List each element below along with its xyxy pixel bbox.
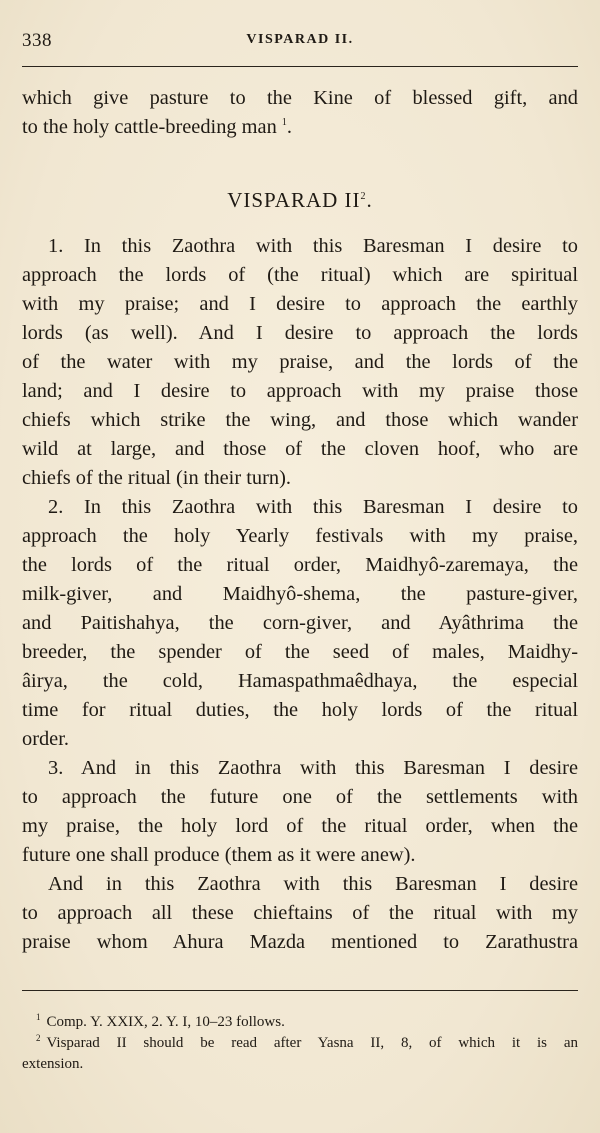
text-line: âirya, the cold, Hamaspathmaêdhaya, the especial xyxy=(22,670,578,692)
text-line: wild at large, and those of the cloven hoof, who are xyxy=(22,438,578,460)
text-line: chiefs which strike the wing, and those which wander xyxy=(22,409,578,431)
text-line: lords (as well). And I desire to approach the lords xyxy=(22,322,578,344)
footnote-mark: 2 xyxy=(36,1033,41,1043)
text-line: to approach all these chieftains of the ritual with my xyxy=(22,902,578,924)
footnote-ref: 2 xyxy=(360,191,367,202)
text-line: praise whom Ahura Mazda mentioned to Zarathustra xyxy=(22,931,578,953)
text-line: approach the lords of (the ritual) which are spiritual xyxy=(22,264,578,286)
opening-end: . xyxy=(286,116,293,138)
text-line: chiefs of the ritual (in their turn). xyxy=(22,467,291,489)
page-number: 338 xyxy=(22,30,52,51)
text-line xyxy=(22,113,578,142)
paragraph-3 xyxy=(22,754,578,870)
text-line: of the water with my praise, and the lords of the xyxy=(22,351,578,373)
paragraph-4 xyxy=(22,870,578,957)
text-line: and Paitishahya, the corn-giver, and Ayâthrima the xyxy=(22,612,578,634)
footnote-mark: 1 xyxy=(36,1012,41,1022)
section-title: VISPARAD II xyxy=(227,188,361,212)
text-line: future one shall produce (them as it were anew). xyxy=(22,844,416,866)
text-line: breeder, the spender of the seed of males, Maidhy- xyxy=(22,641,578,663)
text-line: milk-giver, and Maidhyô-shema, the pasture-giver, xyxy=(22,583,578,605)
footnote-text: Comp. Y. XXIX, 2. Y. I, 10–23 follows. xyxy=(46,1014,285,1030)
footnote-2 xyxy=(22,1033,578,1054)
running-head xyxy=(22,30,578,56)
text-line: 2. In this Zaothra with this Baresman I desire to xyxy=(48,496,578,518)
footnote-text: Visparad II should be read after Yasna II, 8, of which it is an xyxy=(46,1035,578,1051)
main-text xyxy=(22,232,578,957)
footnote-rule xyxy=(22,990,578,991)
text-line: 1. In this Zaothra with this Baresman I desire to xyxy=(48,235,578,257)
section-heading xyxy=(22,188,578,213)
text-line: order. xyxy=(22,728,69,750)
footnotes xyxy=(22,1012,578,1075)
section-title-end: . xyxy=(366,188,373,212)
text-line: my praise, the holy lord of the ritual order, when the xyxy=(22,815,578,837)
text-line: with my praise; and I desire to approach the earthly xyxy=(22,293,578,315)
text-line: 3. And in this Zaothra with this Baresman I desire xyxy=(48,757,578,779)
footnote-ref: 1 xyxy=(281,117,287,128)
paragraph-2 xyxy=(22,493,578,754)
text-line: And in this Zaothra with this Baresman I desire xyxy=(48,873,578,895)
text-line: which give pasture to the Kine of blessed gift, and xyxy=(22,87,578,109)
footnote-2-continuation: extension. xyxy=(22,1056,84,1072)
text-line: approach the holy Yearly festivals with my praise, xyxy=(22,525,578,547)
text-line: the lords of the ritual order, Maidhyô-zaremaya, the xyxy=(22,554,578,576)
text-line: to approach the future one of the settlements with xyxy=(22,786,578,808)
paragraph-1 xyxy=(22,232,578,493)
running-title: VISPARAD II. xyxy=(246,32,354,47)
text-line: land; and I desire to approach with my praise those xyxy=(22,380,578,402)
text-line-content: to the holy cattle-breeding man xyxy=(22,116,277,138)
text-line: time for ritual duties, the holy lords of the ritual xyxy=(22,699,578,721)
header-rule xyxy=(22,66,578,67)
footnote-1 xyxy=(22,1012,578,1033)
opening-text xyxy=(22,84,578,142)
